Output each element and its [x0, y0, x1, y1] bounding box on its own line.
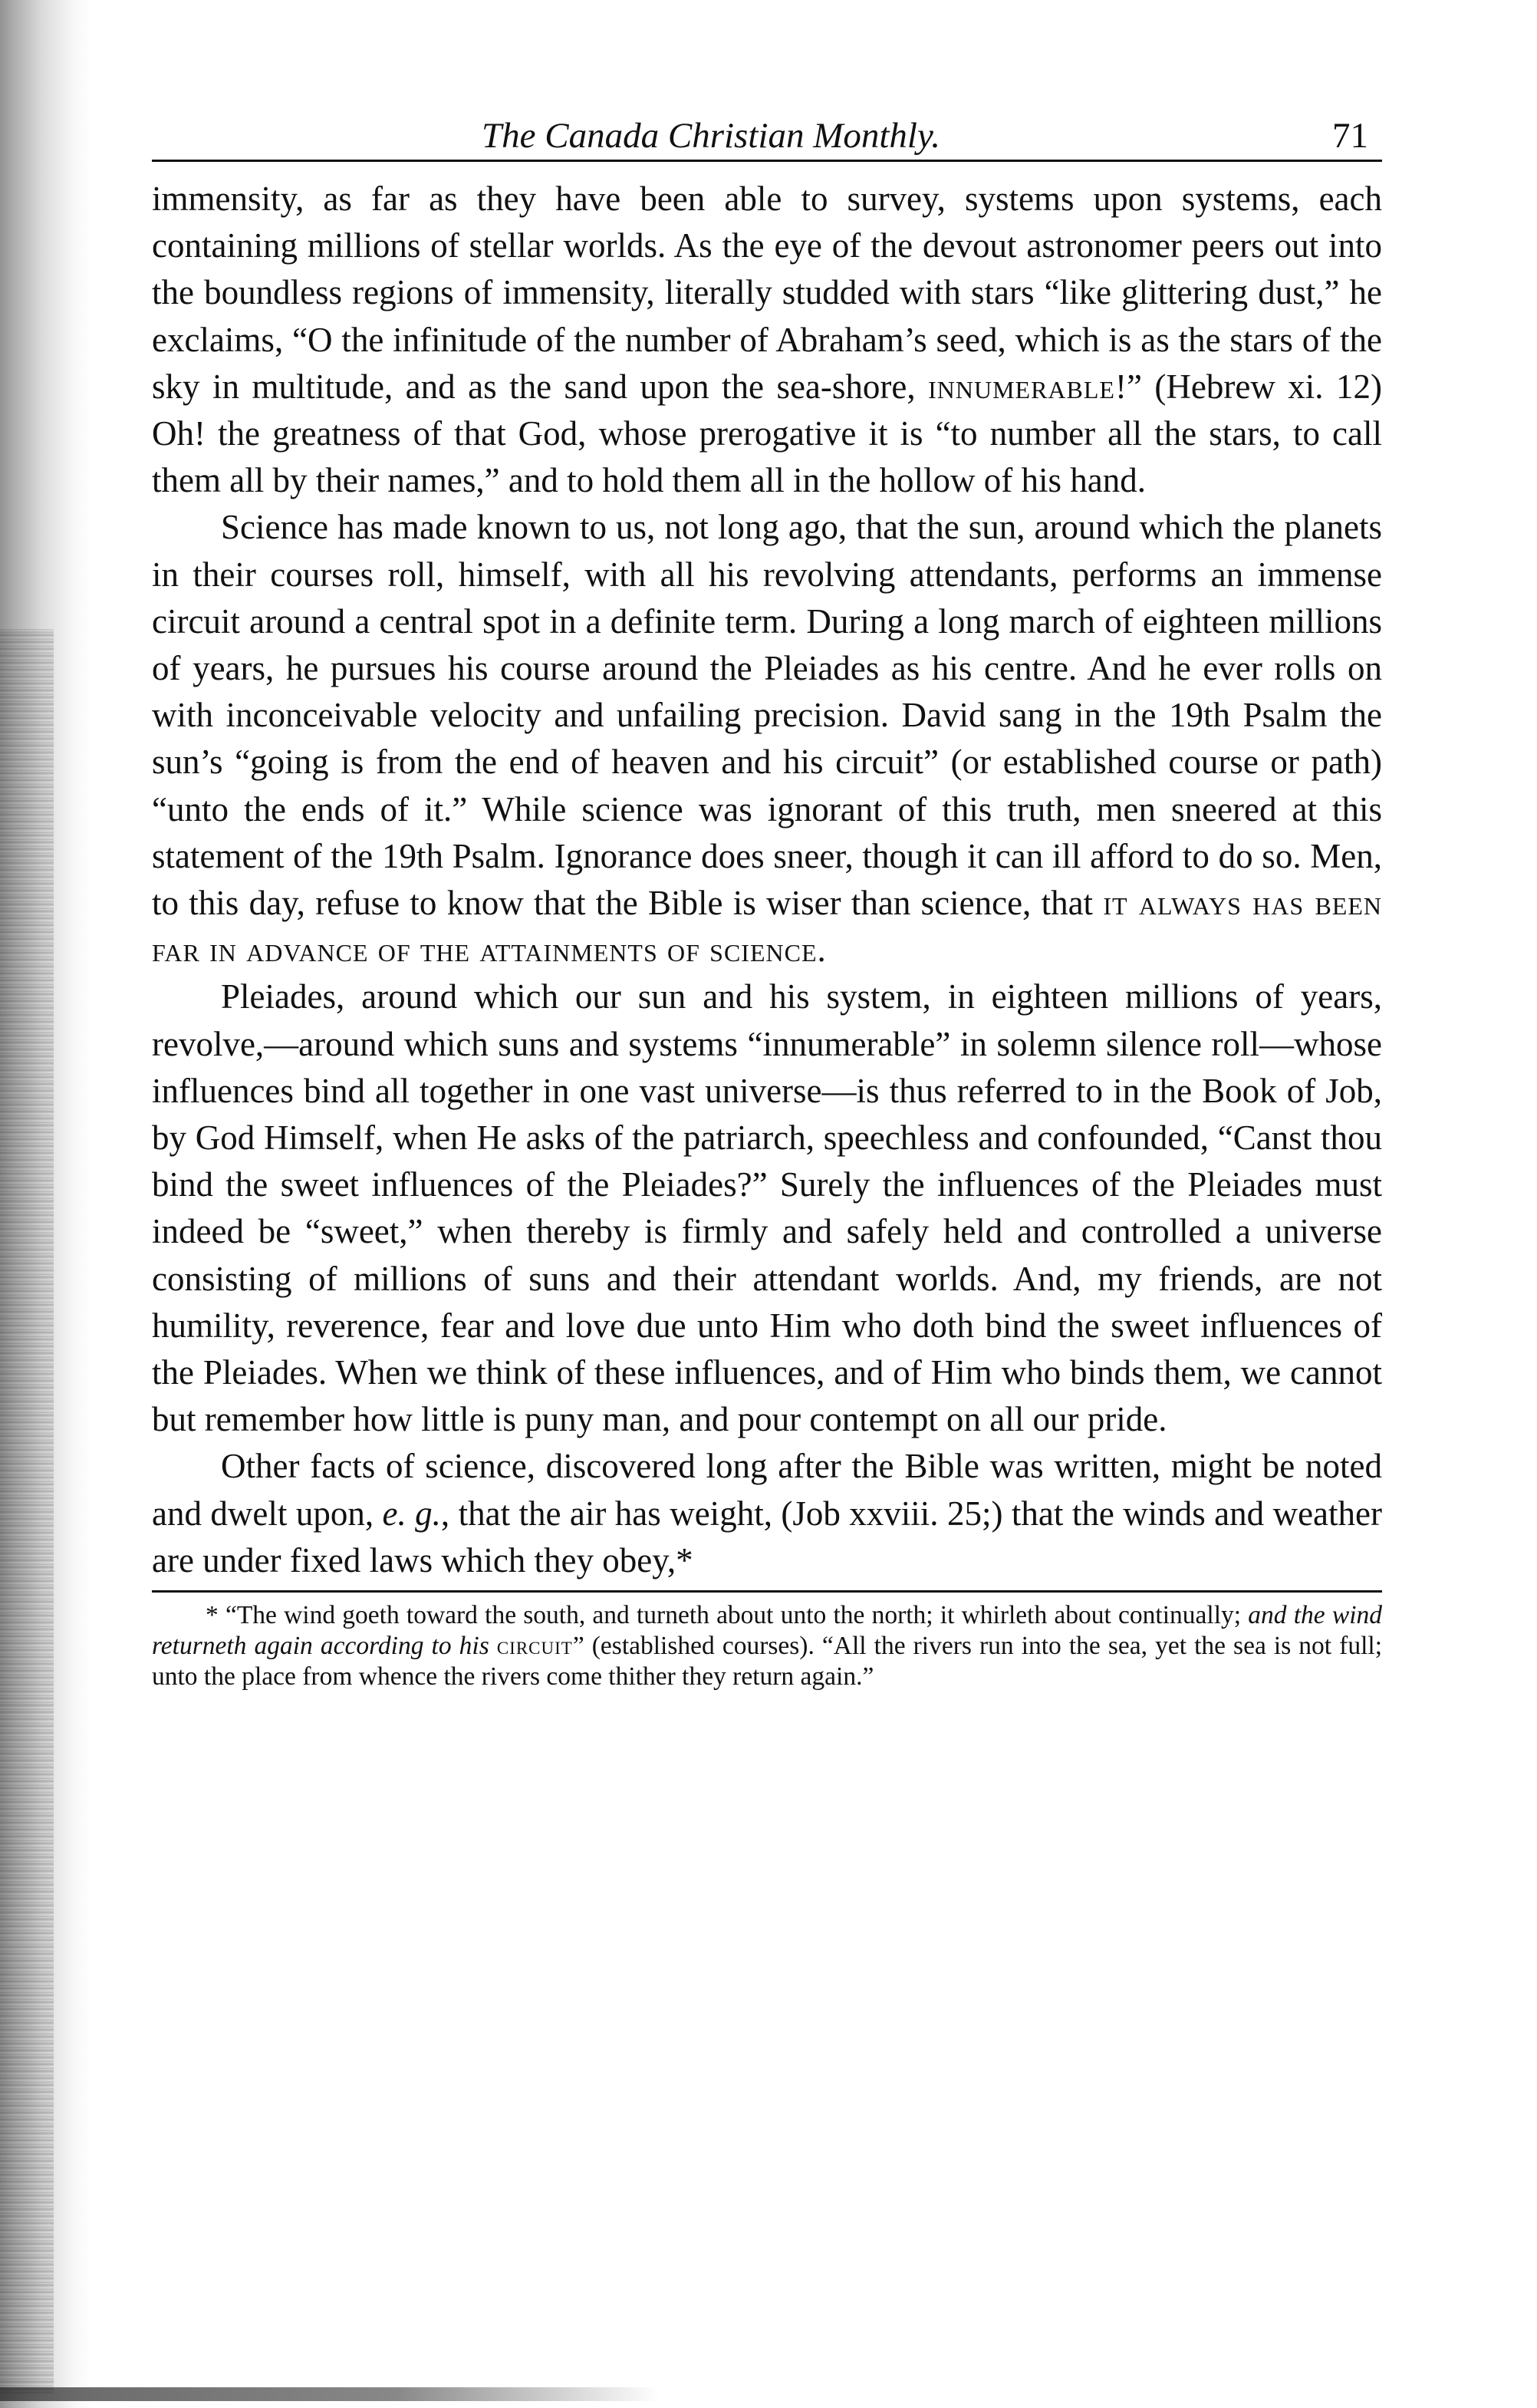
page-bottom-edge: [0, 2387, 660, 2401]
page-body: [152, 176, 1382, 1584]
paragraph-3: Pleiades, around which our sun and his system, in eighteen millions of years, revolve,—around which suns and systems “innumerable” in solemn silence roll—whose influences bind all together in one vast universe—is thus referred to in the Book of Job, by God Himself, when He asks of the patriarch, speechless and confounded, “Canst thou bind the sweet influences of the Pleiades?” Surely the influences of the Pleiades must indeed be “sweet,” when thereby is firmly and safely held and controlled a universe consisting of millions of suns and their attendant worlds. And, my friends, are not humility, reverence, fear and love due unto Him who doth bind the sweet influences of the Pleiades. When we think of these influences, and of Him who binds them, we cannot but remember how little is puny man, and pour contempt on all our pride.: [152, 977, 1382, 1439]
eg-abbreviation: e. g.: [382, 1494, 441, 1533]
innumerable-emphasis: innumerable: [928, 367, 1115, 406]
footnote-rule: [152, 1590, 1382, 1593]
running-title: The Canada Christian Monthly.: [482, 116, 940, 156]
paragraph-2: Science has made known to us, not long ago, that the sun, around which the planets in their courses roll, himself, with all his revolving attendants, performs an immense circuit around a central spot in a definite term. During a long march of eighteen millions of years, he pursues his course around the Pleiades as his centre. And he ever rolls on with inconceivable velocity and unfailing precision. David sang in the 19th Psalm the sun’s “going is from the end of heaven and his circuit” (or established course or path) “unto the ends of it.” While science was ignorant of this truth, men sneered at this statement of the 19th Psalm. Ignorance does sneer, though it can ill afford to do so. Men, to this day, refuse to know that the Bible is wiser than science, that it always has been far in advance of the attainments of science.: [152, 508, 1383, 970]
book-page: [152, 107, 1382, 1692]
page-number: 71: [1332, 116, 1368, 156]
page-header: [152, 107, 1382, 162]
science-emphasis: it always has been far in advance of the attainments of science.: [152, 884, 1383, 970]
paragraph-4: Other facts of science, discovered long after the Bible was written, might be noted and dwelt upon, e. g., that the air has weight, (Job xxviii. 25;) that the winds and weather are under fixed laws which they obey,*: [152, 1447, 1382, 1580]
binding-shadow: [0, 629, 54, 2393]
paragraph-1: immensity, as far as they have been able to survey, systems upon systems, each containing millions of stellar worlds. As the eye of the devout astronomer peers out into the boundless regions of immensity, literally studded with stars “like glittering dust,” he exclaims, “O the infinitude of the number of Abraham’s seed, which is as the stars of the sky in multitude, and as the sand upon the sea-shore, innumerable!” (Hebrew xi. 12) Oh! the greatness of that God, whose prerogative it is “to number all the stars, to call them all by their names,” and to hold them all in the hollow of his hand.: [152, 180, 1383, 500]
footnote: * “The wind goeth toward the south, and turneth about unto the north; it whirleth about continually; and the wind returneth again according to his circuit” (established courses). “All the rivers run into the sea, yet the sea is not full; unto the place from whence the rivers come thither they return again.”: [152, 1601, 1383, 1692]
footnote-circuit-emphasis: circuit: [496, 1632, 573, 1661]
footnote-italic: and the wind returneth again according to his: [152, 1601, 1383, 1661]
